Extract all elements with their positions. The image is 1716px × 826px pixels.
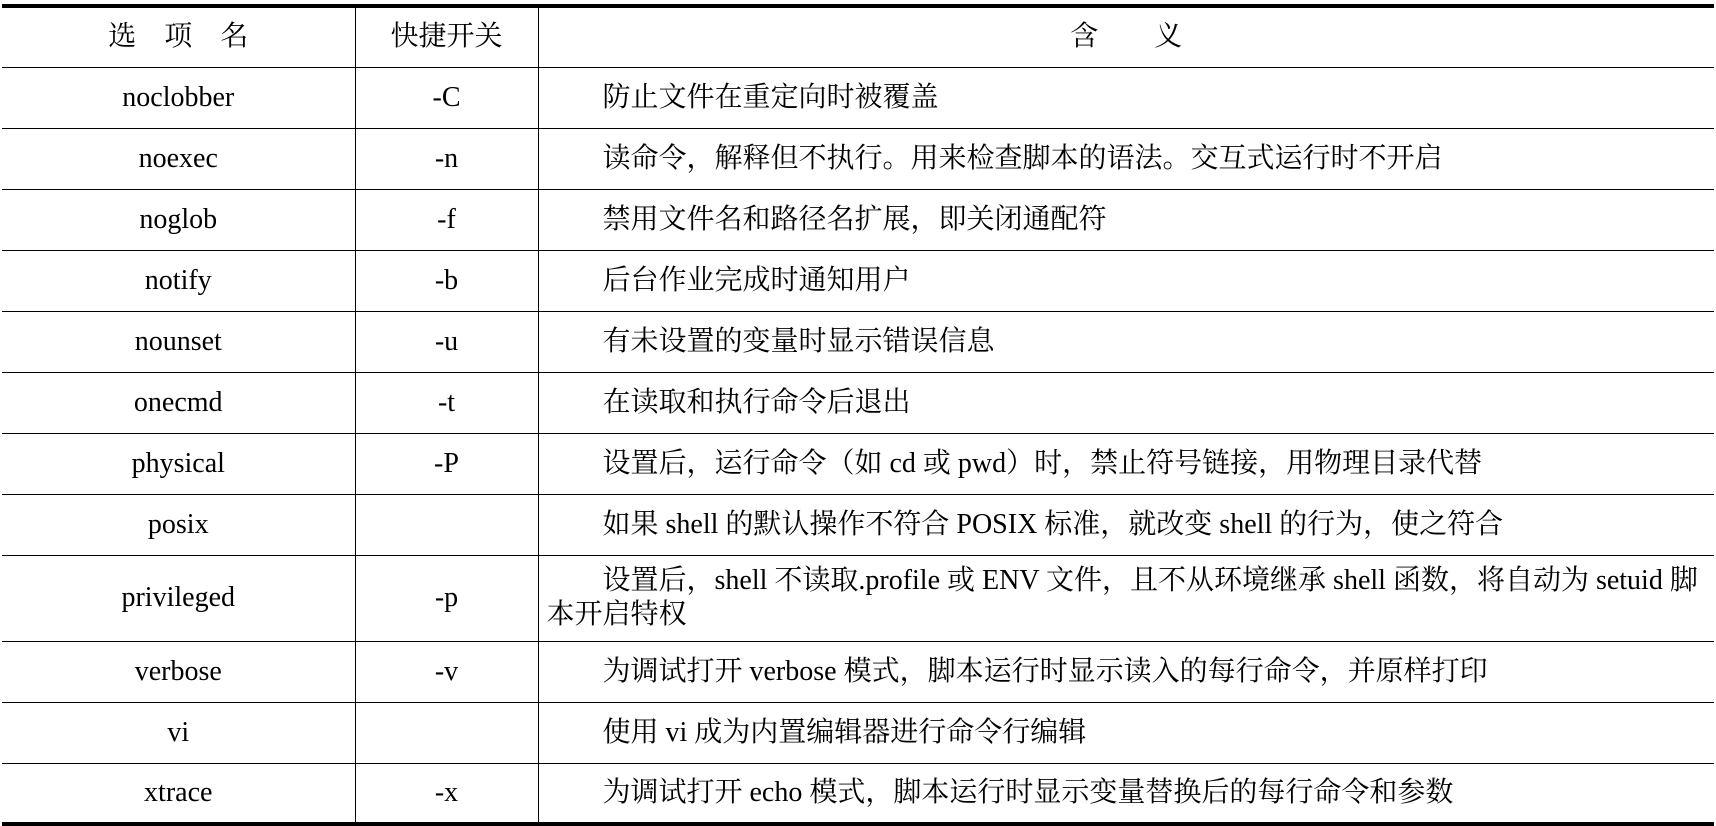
- table-row: [2, 641, 1714, 702]
- meaning-text: 设置后，shell 不读取.profile 或 ENV 文件，且不从环境继承 shell 函数，将自动为 setuid 脚本开启特权: [546, 565, 1698, 630]
- meaning-cell: [538, 67, 1714, 128]
- meaning-cell: [538, 189, 1714, 250]
- option-name-cell: verbose: [2, 641, 355, 702]
- meaning-cell: [538, 433, 1714, 494]
- option-name-cell: privileged: [2, 555, 355, 641]
- flag-cell: -x: [355, 763, 538, 824]
- flag-cell: [355, 702, 538, 763]
- meaning-text: 为调试打开 verbose 模式，脚本运行时显示读入的每行命令，并原样打印: [602, 655, 1488, 687]
- option-name-cell: vi: [2, 702, 355, 763]
- table-row: [2, 763, 1714, 824]
- meaning-cell: [538, 250, 1714, 311]
- flag-cell: -C: [355, 67, 538, 128]
- meaning-text: 后台作业完成时通知用户: [602, 264, 911, 296]
- table-row: [2, 67, 1714, 128]
- flag-cell: -p: [355, 555, 538, 641]
- table-row: [2, 555, 1714, 641]
- flag-cell: -P: [355, 433, 538, 494]
- option-name-cell: noexec: [2, 128, 355, 189]
- table-row: [2, 702, 1714, 763]
- flag-cell: -u: [355, 311, 538, 372]
- table-header: [2, 6, 1714, 67]
- meaning-cell: [538, 763, 1714, 824]
- flag-cell: [355, 494, 538, 555]
- shell-options-table: [2, 4, 1714, 826]
- table-row: [2, 494, 1714, 555]
- table-row: [2, 128, 1714, 189]
- meaning-cell: [538, 372, 1714, 433]
- meaning-cell: [538, 555, 1714, 641]
- table-row: [2, 250, 1714, 311]
- header-meaning: 含 义: [538, 6, 1714, 67]
- flag-cell: -t: [355, 372, 538, 433]
- option-name-cell: noglob: [2, 189, 355, 250]
- table-body: [2, 67, 1714, 824]
- meaning-cell: [538, 702, 1714, 763]
- meaning-cell: [538, 311, 1714, 372]
- meaning-text: 使用 vi 成为内置编辑器进行命令行编辑: [602, 716, 1087, 748]
- header-option-name: 选 项 名: [2, 6, 355, 67]
- meaning-text: 如果 shell 的默认操作不符合 POSIX 标准，就改变 shell 的行为，使之符合: [602, 508, 1504, 540]
- header-row: [2, 6, 1714, 67]
- flag-cell: -b: [355, 250, 538, 311]
- option-name-cell: xtrace: [2, 763, 355, 824]
- meaning-text: 在读取和执行命令后退出: [602, 386, 911, 418]
- meaning-text: 防止文件在重定向时被覆盖: [602, 81, 939, 113]
- meaning-text: 为调试打开 echo 模式，脚本运行时显示变量替换后的每行命令和参数: [602, 776, 1454, 808]
- option-name-cell: physical: [2, 433, 355, 494]
- flag-cell: -v: [355, 641, 538, 702]
- header-shortcut-switch: 快捷开关: [355, 6, 538, 67]
- option-name-cell: notify: [2, 250, 355, 311]
- meaning-text: 设置后，运行命令（如 cd 或 pwd）时，禁止符号链接，用物理目录代替: [602, 447, 1483, 479]
- option-name-cell: noclobber: [2, 67, 355, 128]
- meaning-text: 有未设置的变量时显示错误信息: [602, 325, 995, 357]
- table-row: [2, 189, 1714, 250]
- meaning-cell: [538, 494, 1714, 555]
- flag-cell: -f: [355, 189, 538, 250]
- table-row: [2, 433, 1714, 494]
- flag-cell: -n: [355, 128, 538, 189]
- option-name-cell: onecmd: [2, 372, 355, 433]
- option-name-cell: nounset: [2, 311, 355, 372]
- option-name-cell: posix: [2, 494, 355, 555]
- meaning-cell: [538, 641, 1714, 702]
- meaning-text: 读命令，解释但不执行。用来检查脚本的语法。交互式运行时不开启: [602, 142, 1443, 174]
- meaning-cell: [538, 128, 1714, 189]
- table-row: [2, 311, 1714, 372]
- meaning-text: 禁用文件名和路径名扩展，即关闭通配符: [602, 203, 1107, 235]
- table-row: [2, 372, 1714, 433]
